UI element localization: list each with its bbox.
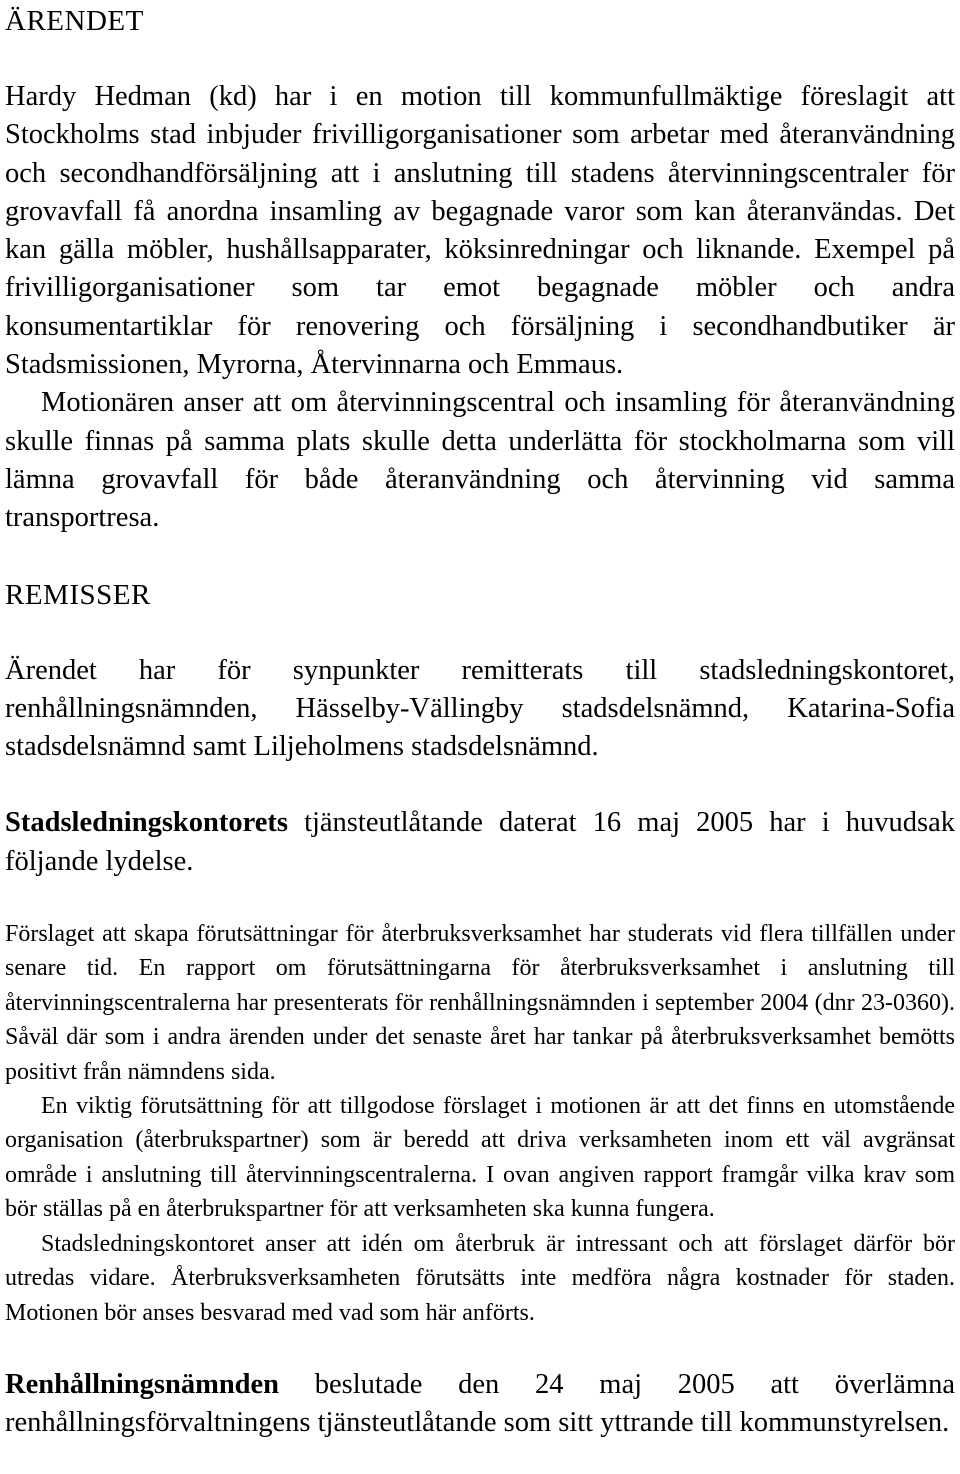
renhallningsnamnden-label: Renhållningsnämnden — [5, 1368, 280, 1400]
section-heading-remisser: REMISSER — [5, 578, 151, 611]
quote-paragraph-1: Förslaget att skapa förutsättningar för återbruksverksamhet har studerats vid flera tillfällen under senare tid. En rapport om förutsättningarna för återbruksverksamhet i anslutning till återvinningscentralerna har presenterats för renhållningsnämnden i september 2004 (dnr 23-0360). Såväl där som i andra ärenden under det senaste året har tankar på återbruksverksamhet bemötts positivt från nämndens sida. — [5, 921, 955, 1085]
remisser-paragraph-2-text: tjänsteutlåtande daterat 16 maj 2005 har i huvudsak följande lydelse. — [5, 807, 955, 877]
section-heading-arendet: ÄRENDET — [5, 5, 144, 37]
stadsledningskontoret-label: Stadsledningskontorets — [5, 807, 288, 839]
remisser-paragraph-3-text: beslutade den 24 maj 2005 att överlämna renhållningsförvaltningens tjänsteutlåtande som sitt yttrande till kommunstyrelsen. — [5, 1368, 955, 1439]
remisser-paragraph-2 — [5, 804, 955, 881]
document-page — [5, 0, 955, 1443]
quote-paragraph-2: En viktig förutsättning för att tillgodose förslaget i motionen är att det finns en utomstående organisation (återbrukspartner) som är beredd att driva verksamheten inom ett väl avgränsat område i anslutning till återvinningscentralerna. I ovan angiven rapport framgår vilka krav som bör ställas på en återbrukspartner för att verksamheten ska kunna fungera. — [5, 1093, 955, 1223]
remisser-paragraph-1: Ärendet har för synpunkter remitterats till stadsledningskontoret, renhållningsnämnden, Hässelby-Vällingby stadsdelsnämnd, Katarina-Sofia stadsdelsnämnd samt Liljeholmens stadsdelsnämnd. — [5, 654, 955, 763]
arendet-paragraph-2: Motionären anser att om återvinningscentral och insamling för återanvändning skulle finnas på samma plats skulle detta underlätta för stockholmarna som vill lämna grovavfall för både återanvändning och återvinning vid samma transportresa. — [5, 387, 955, 534]
arendet-paragraph-1: Hardy Hedman (kd) har i en motion till kommunfullmäktige föreslagit att Stockholms stad inbjuder frivilligorganisationer som arbetar med återanvändning och secondhandförsäljning att i anslutning till stadens återvinningscentraler för grovavfall få anordna insamling av begagnade varor som kan återanvändas. Det kan gälla möbler, hushållsapparater, köksinredningar och liknande. Exempel på frivilligorganisationer som tar emot begagnade möbler och andra konsumentartiklar för renovering och försäljning i secondhandbutiker är Stadsmissionen, Myrorna, Återvinnarna och Emmaus. — [5, 81, 955, 381]
quote-paragraph-3: Stadsledningskontoret anser att idén om återbruk är intressant och att förslaget därför bör utredas vidare. Återbruksverksamheten förutsätts inte medföra några kostnader för staden. Motionen bör anses besvarad med vad som här anförts. — [5, 1230, 955, 1326]
remisser-paragraph-3 — [5, 1366, 955, 1443]
